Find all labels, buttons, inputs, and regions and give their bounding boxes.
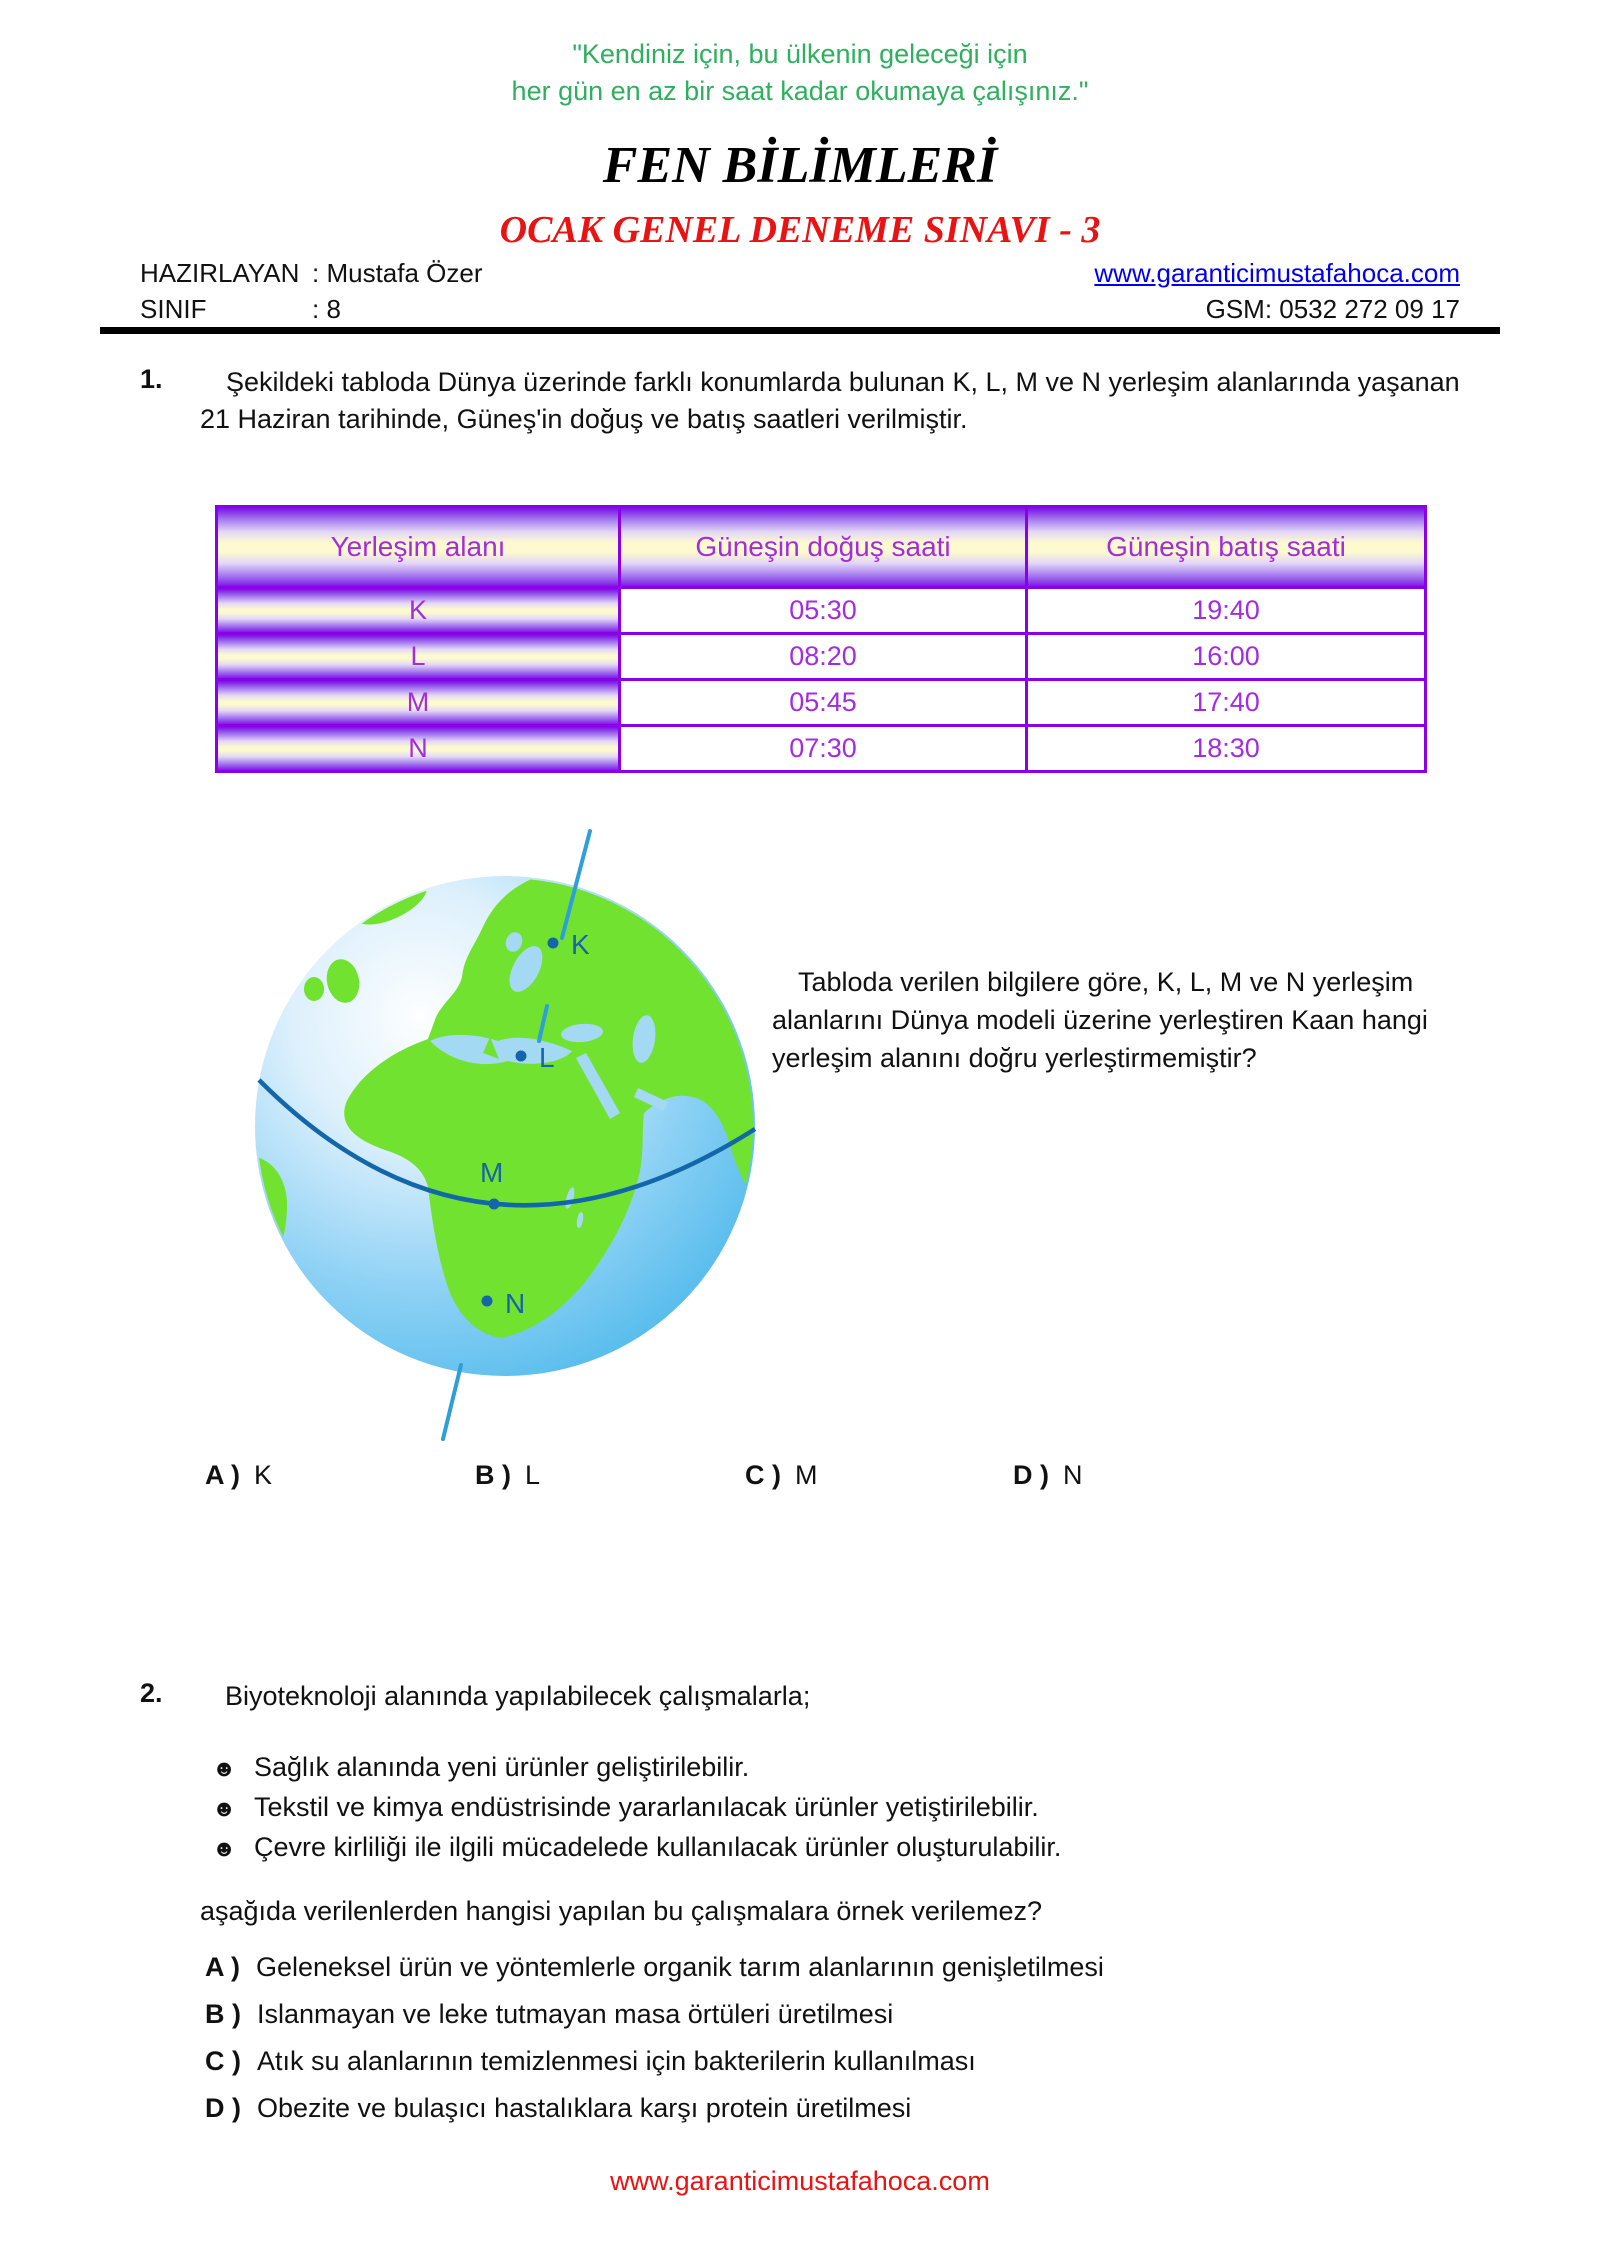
bullet-item: [212, 1788, 1462, 1828]
class-value: : 8: [312, 294, 341, 324]
table-cell-settlement: K: [217, 588, 620, 634]
quote-line-2: her gün en az bir saat kadar okumaya çalışınız.": [511, 76, 1089, 106]
smiley-bullet-icon: ☻: [212, 1755, 237, 1781]
bullet-item: [212, 1748, 1462, 1788]
header-divider-rule: [100, 327, 1500, 334]
option-a-letter: A ): [205, 1952, 240, 1982]
table-header-sunset: Güneşin batış saati: [1027, 507, 1426, 588]
globe-label-k: K: [571, 929, 590, 960]
option-c-text: Atık su alanlarının temizlenmesi için bakterilerin kullanılması: [257, 2046, 976, 2076]
south-america-edge: [240, 1155, 287, 1296]
option-d-text: N: [1063, 1460, 1083, 1490]
option-c: [745, 1460, 818, 1491]
option-c-letter: C ): [205, 2046, 241, 2076]
table-cell-sunset: 18:30: [1027, 726, 1426, 772]
question1-side-text: Tabloda verilen bilgilere göre, K, L, M ve N yerleşim alanlarını Dünya modeli üzerine yerleştiren Kaan hangi yerleşim alanını doğru yerleştirmemiştir?: [772, 967, 1428, 1073]
option-c: [205, 2038, 1535, 2085]
option-c-text: M: [795, 1460, 818, 1490]
globe-label-n: N: [505, 1288, 526, 1319]
question2-intro: Biyoteknoloji alanında yapılabilecek çalışmalarla;: [225, 1681, 811, 1711]
table-header-settlement: Yerleşim alanı: [217, 507, 620, 588]
question2-question: aşağıda verilenlerden hangisi yapılan bu çalışmalara örnek verilemez?: [200, 1896, 1042, 1926]
table-header-sunrise: Güneşin doğuş saati: [620, 507, 1027, 588]
table-row: [217, 726, 1426, 772]
option-a: [205, 1944, 1535, 1991]
quote-line-1: "Kendiniz için, bu ülkenin geleceği için: [572, 39, 1028, 69]
bullet-text: Çevre kirliliği ile ilgili mücadelede kullanılacak ürünler oluşturulabilir.: [254, 1832, 1062, 1862]
question1-text: Şekildeki tabloda Dünya üzerinde farklı konumlarda bulunan K, L, M ve N yerleşim alanlarında yaşanan 21 Haziran tarihinde, Güneş'in doğuş ve batış saatleri verilmiştir.: [200, 367, 1460, 434]
table-cell-sunrise: 08:20: [620, 634, 1027, 680]
table-header-row: [217, 507, 1426, 588]
option-b-text: L: [525, 1460, 541, 1490]
option-d-letter: D ): [205, 2093, 241, 2123]
axis-line-bottom: [443, 1365, 461, 1439]
prepared-by-label: HAZIRLAYAN: [140, 258, 300, 288]
option-b: [205, 1991, 1535, 2038]
gsm-number: GSM: 0532 272 09 17: [1205, 294, 1460, 324]
option-d: [205, 2085, 1535, 2132]
table-cell-sunrise: 07:30: [620, 726, 1027, 772]
motivational-quote: [0, 36, 1600, 110]
question2-bullet-list: [212, 1748, 1462, 1868]
question1-options: [0, 1460, 1600, 1500]
table-cell-sunrise: 05:30: [620, 588, 1027, 634]
table-cell-sunset: 16:00: [1027, 634, 1426, 680]
point-l-dot: [516, 1051, 527, 1062]
option-b-letter: B ): [475, 1460, 511, 1490]
option-c-letter: C ): [745, 1460, 781, 1490]
option-b-letter: B ): [205, 1999, 241, 2029]
bullet-item: [212, 1828, 1462, 1868]
smiley-bullet-icon: ☻: [212, 1835, 237, 1861]
globe-label-m: M: [480, 1157, 504, 1188]
class-label: SINIF: [140, 294, 207, 324]
table-row: [217, 680, 1426, 726]
table-cell-sunset: 19:40: [1027, 588, 1426, 634]
earth-globe-illustration: [240, 826, 760, 1453]
option-a-text: Geleneksel ürün ve yöntemlerle organik tarım alanlarının genişletilmesi: [256, 1952, 1104, 1982]
exam-subtitle: OCAK GENEL DENEME SINAVI - 3: [499, 209, 1101, 251]
question2-options: [205, 1944, 1535, 2132]
smiley-bullet-icon: ☻: [212, 1795, 237, 1821]
prepared-by-value: : Mustafa Özer: [312, 258, 483, 288]
option-a-letter: A ): [205, 1460, 240, 1490]
table-cell-settlement: M: [217, 680, 620, 726]
option-a: [205, 1460, 272, 1491]
question2-number: 2.: [140, 1678, 163, 1708]
option-d-letter: D ): [1013, 1460, 1049, 1490]
class-info: [140, 294, 341, 325]
table-cell-sunrise: 05:45: [620, 680, 1027, 726]
option-d-text: Obezite ve bulaşıcı hastalıklara karşı protein üretilmesi: [257, 2093, 912, 2123]
point-n-dot: [482, 1296, 493, 1307]
earth-globe-svg: [240, 826, 760, 1453]
bullet-text: Sağlık alanında yeni ürünler geliştirilebilir.: [254, 1752, 750, 1782]
table-row: [217, 588, 1426, 634]
prepared-by: [140, 258, 483, 289]
point-m-dot: [489, 1199, 500, 1210]
table-row: [217, 634, 1426, 680]
option-a-text: K: [254, 1460, 273, 1490]
website-link[interactable]: www.garanticimustafahoca.com: [1094, 258, 1460, 288]
page-title: FEN BİLİMLERİ: [602, 137, 998, 194]
option-b-text: Islanmayan ve leke tutmayan masa örtüleri üretilmesi: [257, 1999, 894, 2029]
globe-label-l: L: [539, 1042, 555, 1073]
option-d: [1013, 1460, 1083, 1491]
point-k-dot: [548, 938, 559, 949]
footer-website-link[interactable]: www.garanticimustafahoca.com: [610, 2166, 990, 2196]
footer: [0, 2166, 1600, 2197]
bullet-text: Tekstil ve kimya endüstrisinde yararlanılacak ürünler yetiştirilebilir.: [254, 1792, 1039, 1822]
ireland-island: [304, 977, 324, 1001]
table-cell-settlement: L: [217, 634, 620, 680]
table-cell-sunset: 17:40: [1027, 680, 1426, 726]
option-b: [475, 1460, 540, 1491]
question1-number: 1.: [140, 364, 163, 394]
sun-times-table: [215, 505, 1427, 773]
table-cell-settlement: N: [217, 726, 620, 772]
